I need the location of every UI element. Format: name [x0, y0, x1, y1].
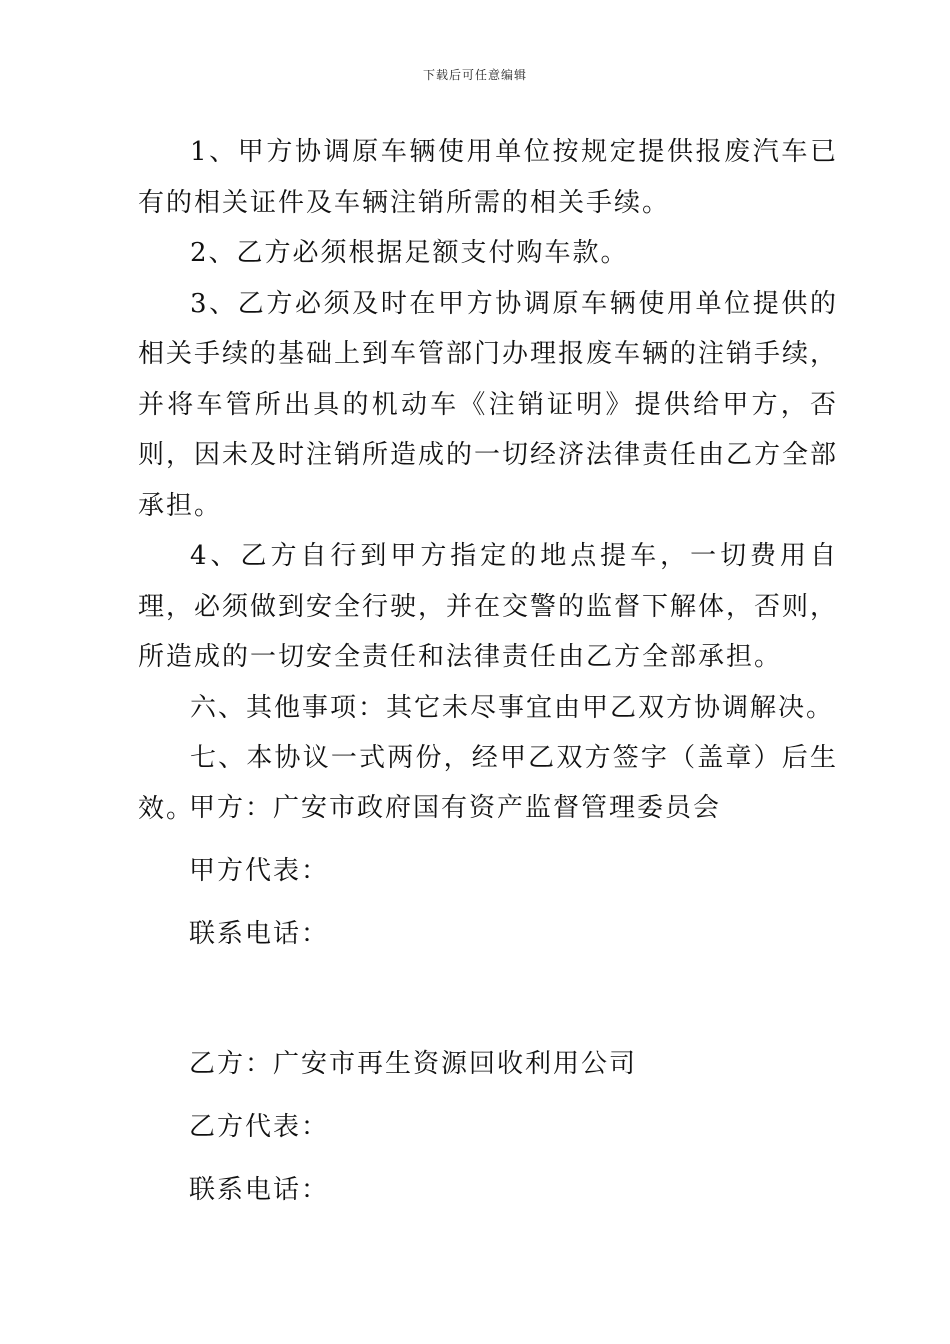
clause-other-matters: 六、其他事项：其它未尽事宜由甲乙双方协调解决。: [190, 692, 835, 723]
party-b-signature-block: [189, 1041, 829, 1230]
clause-1: 1、甲方协调原车辆使用单位按规定提供报废汽车已有的相关证件及车辆注销所需的相关手续。: [138, 137, 838, 218]
party-b-phone: 联系电话：: [189, 1175, 330, 1205]
party-a-representative: 甲方代表：: [189, 856, 330, 886]
clause-copies-effect: 七、本协议一式两份，经甲乙双方签字（盖章）后生效。: [138, 743, 838, 824]
clause-4: 4、乙方自行到甲方指定的地点提车，一切费用自理，必须做到安全行驶，并在交警的监督下解体，否则，所造成的一切安全责任和法律责任由乙方全部承担。: [138, 541, 839, 672]
party-a-name: 甲方：广安市政府国有资产监督管理委员会: [189, 793, 722, 823]
clause-2: 2、乙方必须根据足额支付购车款。: [190, 238, 629, 268]
party-b-representative: 乙方代表：: [189, 1112, 330, 1142]
party-a-signature-block: [189, 785, 829, 974]
clauses-section: [138, 127, 838, 834]
party-b-name: 乙方：广安市再生资源回收利用公司: [189, 1049, 638, 1079]
page-header-note: 下载后可任意编辑: [422, 68, 527, 82]
clause-3: 3、乙方必须及时在甲方协调原车辆使用单位提供的相关手续的基础上到车管部门办理报废车辆的注销手续，并将车管所出具的机动车《注销证明》提供给甲方，否则，因未及时注销所造成的一切经济法律责任由乙方全部承担。: [138, 288, 839, 521]
party-a-phone: 联系电话：: [189, 919, 330, 949]
